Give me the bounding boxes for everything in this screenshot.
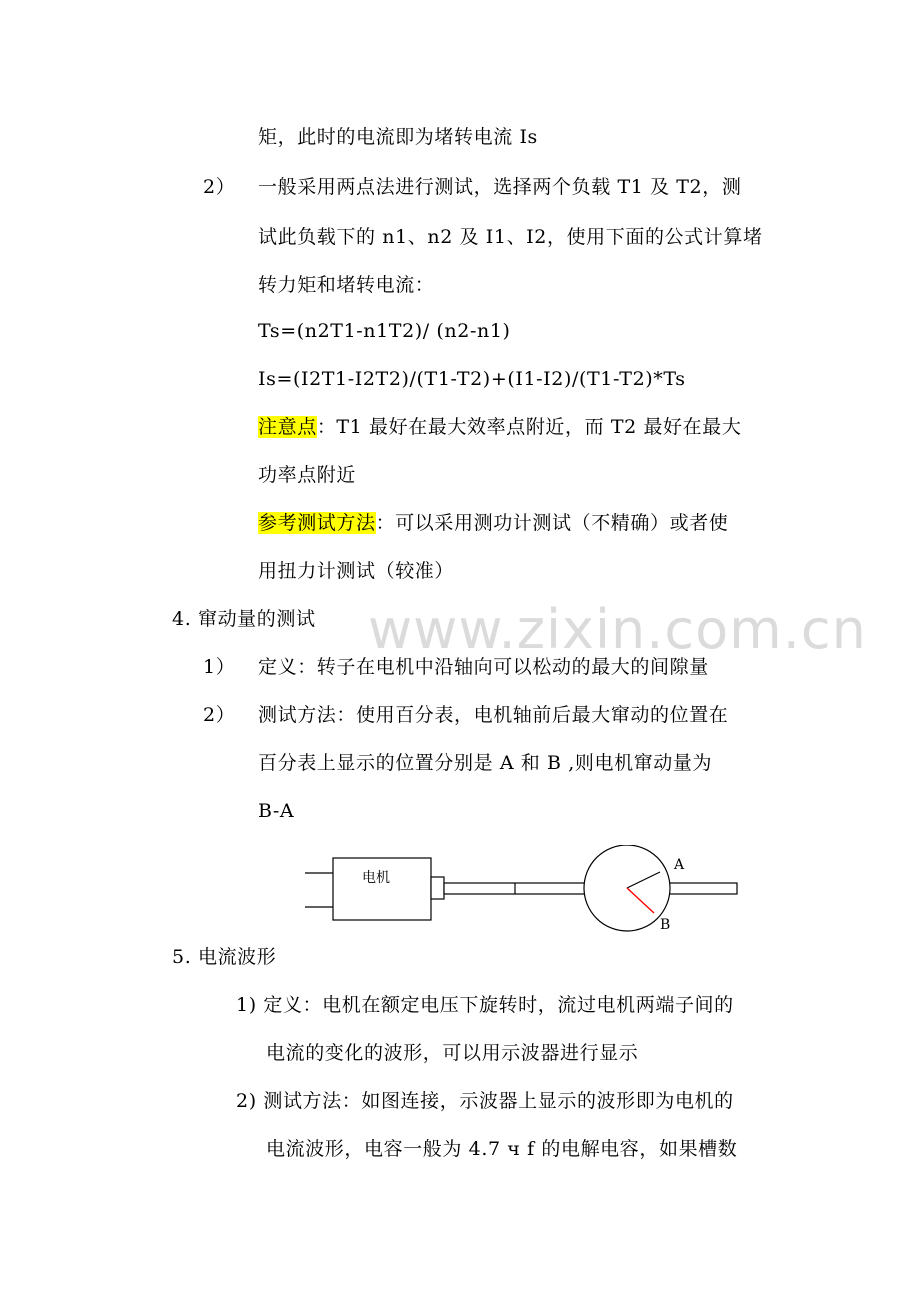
reference-label: 参考测试方法 <box>258 512 376 534</box>
text-line: 用扭力计测试（较准） <box>258 560 455 582</box>
note-text: ：T1 最好在最大效率点附近，而 T2 最好在最大 <box>316 416 742 438</box>
text-line: 一般采用两点法进行测试，选择两个负载 T1 及 T2，测 <box>258 176 742 198</box>
formula-is: Is=(I2T1-I2T2)/(T1-T2)+(I1-I2)/(T1-T2)*Ts <box>258 368 686 390</box>
text-line: 试此负载下的 n1、n2 及 I1、I2，使用下面的公式计算堵 <box>258 226 763 248</box>
text-line: 定义：转子在电机中沿轴向可以松动的最大的间隙量 <box>258 656 709 678</box>
note-line <box>258 414 741 440</box>
text-line: 转力矩和堵转电流： <box>258 274 435 296</box>
text-line: 电流的变化的波形，可以用示波器进行显示 <box>266 1042 639 1064</box>
reference-text: ：可以采用测功计测试（不精确）或者使 <box>375 512 729 534</box>
section-heading: 4. 窜动量的测试 <box>172 608 316 630</box>
section-heading: 5. 电流波形 <box>172 946 277 968</box>
text-line: 测试方法：使用百分表，电机轴前后最大窜动的位置在 <box>258 704 729 726</box>
list-number: 2） <box>203 176 236 198</box>
text-line: 电流波形，电容一般为 4.7 ч f 的电解电容，如果槽数 <box>266 1138 738 1160</box>
dial-label-b: B <box>660 917 671 933</box>
reference-line <box>258 510 728 536</box>
list-number: 1） <box>203 656 236 678</box>
text-line: 功率点附近 <box>258 464 357 486</box>
text-line: B-A <box>258 800 295 822</box>
text-line: 矩，此时的电流即为堵转电流 Is <box>258 126 538 148</box>
endplay-diagram <box>300 845 750 940</box>
text-line: 1) 定义：电机在额定电压下旋转时，流过电机两端子间的 <box>236 994 734 1016</box>
dial-label-a: A <box>674 857 685 873</box>
text-line: 百分表上显示的位置分别是 A 和 B ,则电机窜动量为 <box>258 752 713 774</box>
list-number: 2） <box>203 704 236 726</box>
motor-label: 电机 <box>362 870 390 886</box>
watermark: www.zixin.com.cn <box>368 598 867 661</box>
text-line: 2) 测试方法：如图连接，示波器上显示的波形即为电机的 <box>236 1090 734 1112</box>
motor-body <box>333 858 431 920</box>
motor-shaft-collar <box>431 877 444 899</box>
formula-ts: Ts=(n2T1-n1T2)/ (n2-n1) <box>258 320 511 342</box>
note-label: 注意点 <box>258 416 317 438</box>
